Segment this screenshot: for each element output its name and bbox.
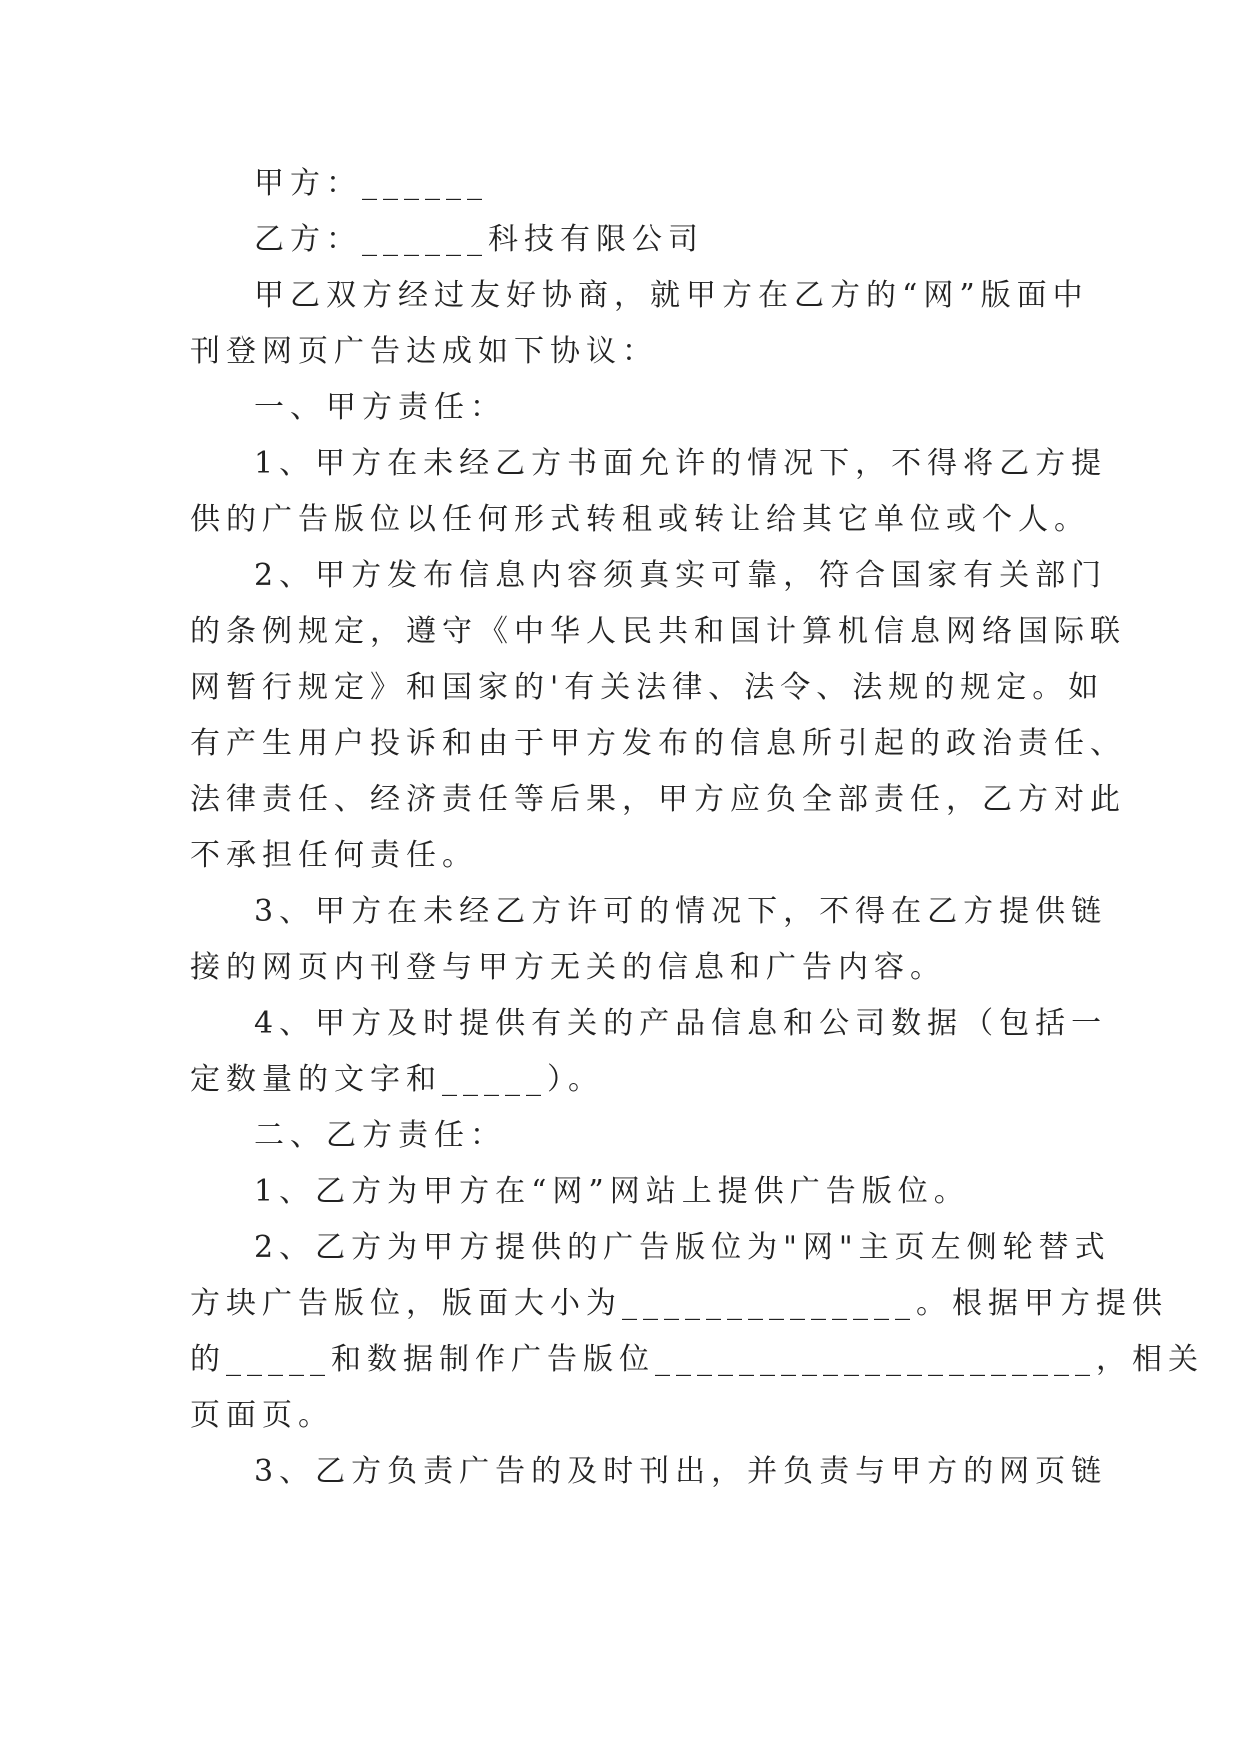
clause-a2-line-1: 2、甲方发布信息内容须真实可靠，符合国家有关部门 — [254, 558, 1108, 593]
section-heading-party-a: 一、甲方责任： — [254, 390, 506, 425]
preamble-line-1: 甲乙双方经过友好协商，就甲方在乙方的“网”版面中 — [254, 278, 1089, 313]
clause-b2-line-2: 方块广告版位，版面大小为______________。根据甲方提供 — [190, 1286, 1168, 1321]
party-a-line: 甲方：______ — [254, 166, 488, 201]
document-body — [190, 156, 1204, 1500]
clause-a2-line-2: 的条例规定，遵守《中华人民共和国计算机信息网络国际联 — [190, 614, 1126, 649]
clause-a1-line-2: 供的广告版位以任何形式转租或转让给其它单位或个人。 — [190, 502, 1090, 537]
party-b-line: 乙方：______科技有限公司 — [254, 222, 704, 257]
clause-a2-line-6: 不承担任何责任。 — [190, 838, 478, 873]
section-heading-party-b: 二、乙方责任： — [254, 1118, 506, 1153]
clause-a1-line-1: 1、甲方在未经乙方书面允许的情况下，不得将乙方提 — [254, 446, 1108, 481]
clause-a2-line-3: 网暂行规定》和国家的'有关法律、法令、法规的规定。如 — [190, 670, 1105, 705]
clause-b2-line-3: 的_____和数据制作广告版位_____________________，相关 — [190, 1342, 1204, 1377]
clause-a2-line-5: 法律责任、经济责任等后果，甲方应负全部责任，乙方对此 — [190, 782, 1126, 817]
clause-a3-line-1: 3、甲方在未经乙方许可的情况下，不得在乙方提供链 — [254, 894, 1108, 929]
clause-b2-line-1: 2、乙方为甲方提供的广告版位为"网"主页左侧轮替式 — [254, 1230, 1111, 1265]
clause-b3-line-1: 3、乙方负责广告的及时刊出，并负责与甲方的网页链 — [254, 1454, 1108, 1489]
clause-b1-line-1: 1、乙方为甲方在“网”网站上提供广告版位。 — [254, 1174, 970, 1209]
clause-a2-line-4: 有产生用户投诉和由于甲方发布的信息所引起的政治责任、 — [190, 726, 1126, 761]
preamble-line-2: 刊登网页广告达成如下协议： — [190, 334, 658, 369]
clause-a4-line-2: 定数量的文字和_____）。 — [190, 1062, 604, 1097]
clause-b2-line-4: 页面页。 — [190, 1398, 334, 1433]
clause-a3-line-2: 接的网页内刊登与甲方无关的信息和广告内容。 — [190, 950, 946, 985]
clause-a4-line-1: 4、甲方及时提供有关的产品信息和公司数据（包括一 — [254, 1006, 1108, 1041]
